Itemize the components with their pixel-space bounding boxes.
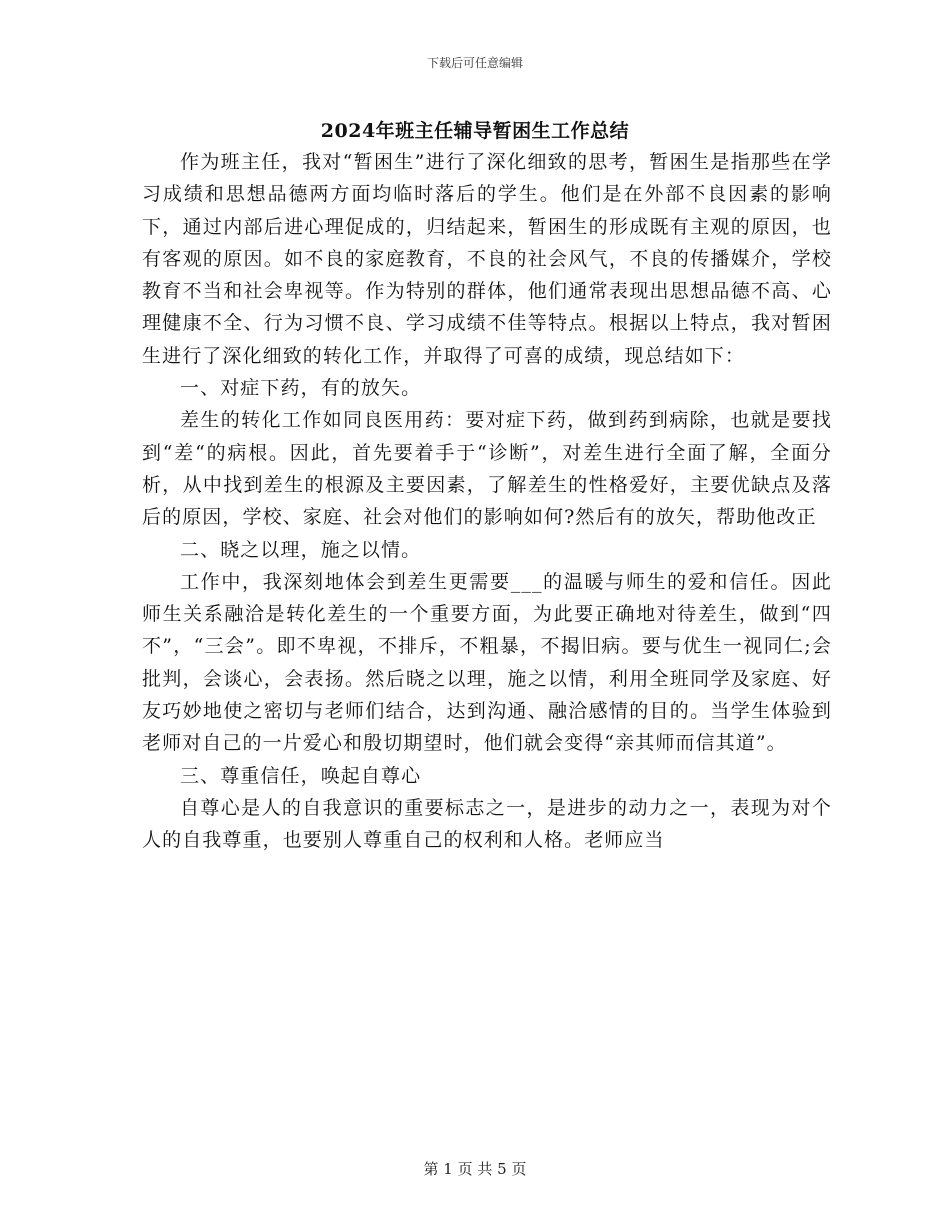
section-heading-1: 一、对症下药，有的放矢。 bbox=[180, 377, 422, 400]
paragraph-section-3: 自尊心是人的自我意识的重要标志之一，是进步的动力之一，表现为对个人的自我尊重，也要别人尊重自己的权利和人格。老师应当 bbox=[142, 796, 832, 852]
paragraph-section-2: 工作中，我深刻地体会到差生更需要___的温暖与师生的爱和信任。因此师生关系融洽是转化差生的一个重要方面，为此要正确地对待差生，做到“四不”，“三会”。即不卑视，不排斥，不粗暴，不揭旧病。要与优生一视同仁;会批判，会谈心，会表扬。然后晓之以理，施之以情，利用全班同学及家庭、好友巧妙地使之密切与老师们结合，达到沟通、融洽感情的目的。当学生体验到老师对自己的一片爱心和殷切期望时，他们就会变得“亲其师而信其道”。 bbox=[142, 570, 832, 755]
document-title: 2024年班主任辅导暂困生工作总结 bbox=[320, 120, 630, 142]
header-note: 下载后可任意编辑 bbox=[426, 56, 523, 70]
section-heading-3: 三、尊重信任，唤起自尊心 bbox=[180, 764, 422, 787]
paragraph-section-1: 差生的转化工作如同良医用药：要对症下药，做到药到病除，也就是要找到“差“的病根。因此，首先要着手于“诊断”，对差生进行全面了解，全面分析，从中找到差生的根源及主要因素，了解差生的性格爱好，主要优缺点及落后的原因，学校、家庭、社会对他们的影响如何?然后有的放矢，帮助他改正 bbox=[142, 409, 832, 529]
section-heading-2: 二、晓之以理，施之以情。 bbox=[180, 538, 422, 561]
page-number: 第 1 页 共 5 页 bbox=[423, 1160, 527, 1178]
paragraph-intro: 作为班主任，我对“暂困生”进行了深化细致的思考，暂困生是指那些在学习成绩和思想品德两方面均临时落后的学生。他们是在外部不良因素的影响下，通过内部后进心理促成的，归结起来，暂困生的形成既有主观的原因，也有客观的原因。如不良的家庭教育，不良的社会风气，不良的传播媒介，学校教育不当和社会卑视等。作为特别的群体，他们通常表现出思想品德不高、心理健康不全、行为习惯不良、学习成绩不佳等特点。根据以上特点，我对暂困生进行了深化细致的转化工作，并取得了可喜的成绩，现总结如下： bbox=[142, 151, 832, 367]
document-body bbox=[142, 146, 832, 857]
